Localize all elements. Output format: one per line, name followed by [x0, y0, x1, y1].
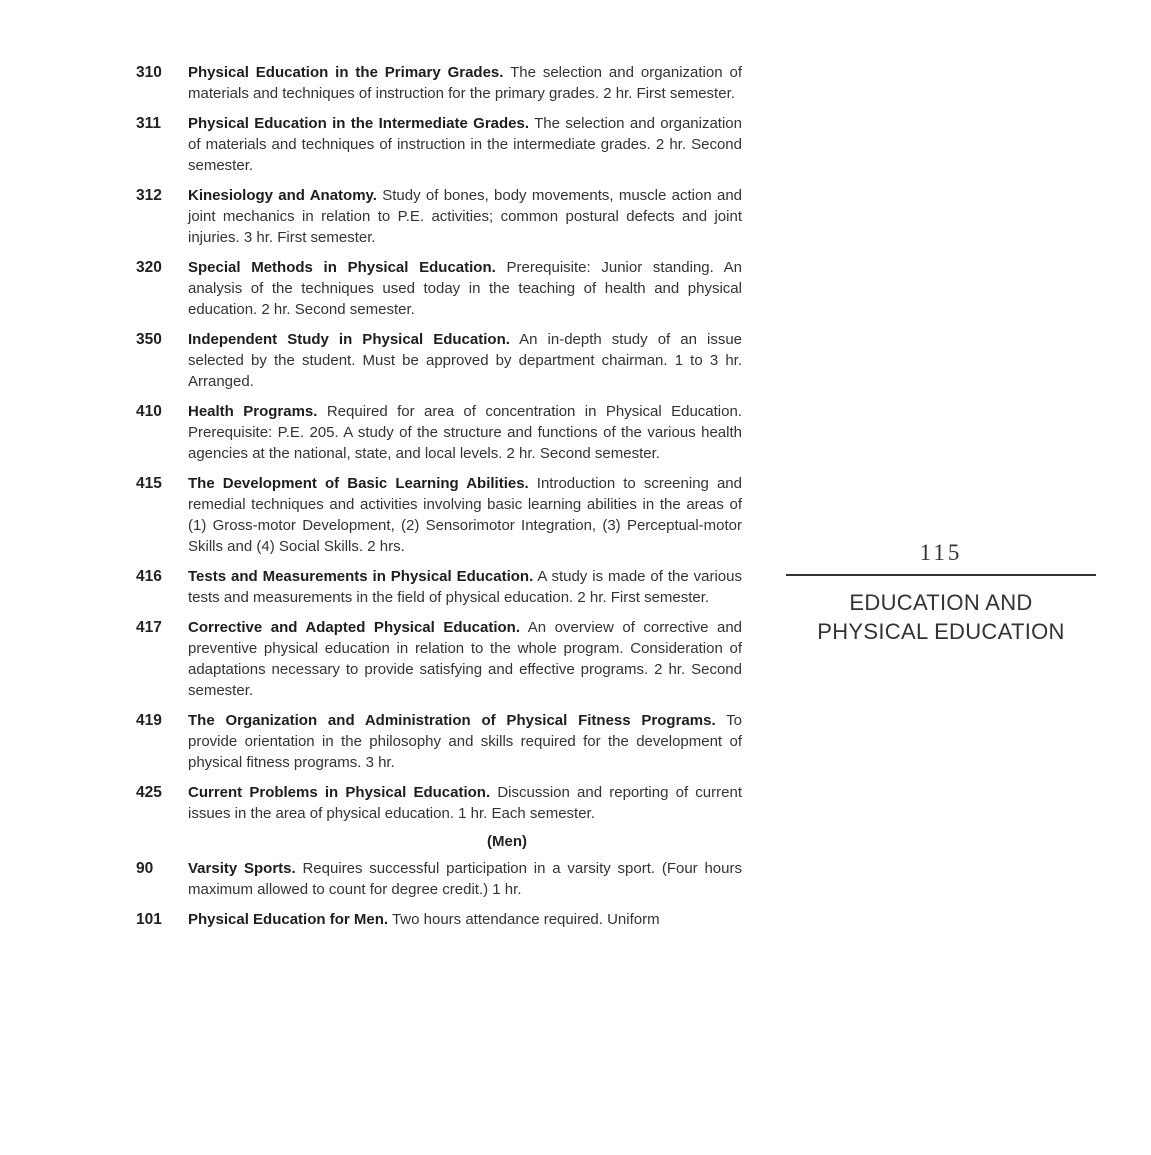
course-description: Two hours attendance required. Uniform — [391, 911, 660, 928]
course-number: 90 — [136, 860, 154, 877]
course-number: 415 — [136, 475, 162, 492]
course-text — [188, 617, 742, 701]
course-title: Physical Education for Men. — [188, 911, 389, 928]
course-entry — [132, 858, 742, 900]
course-title: Corrective and Adapted Physical Education. — [188, 619, 521, 636]
course-title: Physical Education in the Intermediate Grades. — [188, 115, 530, 132]
course-description: A study is made of the various tests and measurements in the field of physical education. 2 hr. First semester. — [188, 568, 742, 606]
course-number: 416 — [136, 568, 162, 585]
course-number: 320 — [136, 259, 162, 276]
course-text — [188, 909, 742, 930]
course-number: 419 — [136, 712, 162, 729]
course-text — [188, 566, 742, 608]
course-text — [188, 62, 742, 104]
course-number: 101 — [136, 911, 162, 928]
course-title: Kinesiology and Anatomy. — [188, 187, 377, 204]
course-description: The selection and organization of materials and techniques of instruction in the intermediate grades. 2 hr. Second semester. — [188, 115, 742, 174]
page-number: 115 — [919, 540, 963, 565]
course-number: 410 — [136, 403, 162, 420]
course-description: An overview of corrective and preventive physical education in relation to the whole program. Consideration of adaptations necessary to provide satisfying and effective programs. 2 hr. Second semester. — [188, 619, 743, 699]
course-number: 425 — [136, 784, 162, 801]
course-number: 417 — [136, 619, 162, 636]
divider-rule — [786, 574, 1096, 576]
course-text — [188, 710, 742, 773]
page-sidebar — [786, 540, 1096, 646]
course-text — [188, 473, 742, 557]
men-section-heading: (Men) — [487, 833, 527, 850]
course-description: Introduction to screening and remedial techniques and activities involving basic learning abilities in the areas of (1) Gross-motor Development, (2) Sensorimotor Integration, (3) Perceptual-motor Skills and (4) Social Skills. 2 hrs. — [188, 475, 742, 555]
course-entry — [132, 113, 742, 176]
course-description: To provide orientation in the philosophy and skills required for the development of physical fitness programs. 3 hr. — [188, 712, 742, 771]
course-description: Requires successful participation in a varsity sport. (Four hours maximum allowed to count for degree credit.) 1 hr. — [188, 860, 742, 898]
course-entry — [132, 401, 742, 464]
course-title: Current Problems in Physical Education. — [188, 784, 491, 801]
course-number: 311 — [136, 115, 162, 132]
course-entry — [132, 782, 742, 824]
course-description: Study of bones, body movements, muscle action and joint mechanics in relation to P.E. activities; common postural defects and joint injuries. 3 hr. First semester. — [188, 187, 742, 246]
course-description: Prerequisite: Junior standing. An analysis of the techniques used today in the teaching of health and physical education. 2 hr. Second semester. — [188, 259, 742, 318]
course-entry — [132, 566, 742, 608]
course-entry — [132, 185, 742, 248]
course-number: 312 — [136, 187, 162, 204]
course-list — [132, 62, 742, 939]
course-entry — [132, 909, 742, 930]
course-number: 310 — [136, 64, 162, 81]
course-number: 350 — [136, 331, 162, 348]
section-title-line: PHYSICAL EDUCATION — [817, 619, 1065, 644]
course-entry — [132, 62, 742, 104]
course-entry — [132, 329, 742, 392]
course-text — [188, 185, 742, 248]
course-text — [188, 401, 742, 464]
course-description: Discussion and reporting of current issues in the area of physical education. 1 hr. Each semester. — [188, 784, 742, 822]
course-title: Health Programs. — [188, 403, 318, 420]
course-entry — [132, 473, 742, 557]
course-text — [188, 858, 742, 900]
course-title: Special Methods in Physical Education. — [188, 259, 496, 276]
course-text — [188, 329, 742, 392]
course-entry — [132, 617, 742, 701]
course-text — [188, 782, 742, 824]
course-description: Required for area of concentration in Physical Education. Prerequisite: P.E. 205. A study of the structure and functions of the various health agencies at the national, state, and local levels. 2 hr. Second semester. — [188, 403, 742, 462]
course-text — [188, 257, 742, 320]
section-title — [786, 588, 1096, 646]
course-text — [188, 113, 742, 176]
section-title-line: EDUCATION AND — [849, 590, 1033, 615]
course-title: Physical Education in the Primary Grades. — [188, 64, 504, 81]
course-entry — [132, 257, 742, 320]
course-title: The Development of Basic Learning Abilities. — [188, 475, 529, 492]
course-title: Independent Study in Physical Education. — [188, 331, 510, 348]
course-title: Tests and Measurements in Physical Education. — [188, 568, 534, 585]
course-entry — [132, 710, 742, 773]
course-description: The selection and organization of materials and techniques of instruction for the primary grades. 2 hr. First semester. — [188, 64, 742, 102]
course-title: The Organization and Administration of Physical Fitness Programs. — [188, 712, 716, 729]
course-title: Varsity Sports. — [188, 860, 296, 877]
course-description: An in-depth study of an issue selected by the student. Must be approved by department chairman. 1 to 3 hr. Arranged. — [188, 331, 743, 390]
